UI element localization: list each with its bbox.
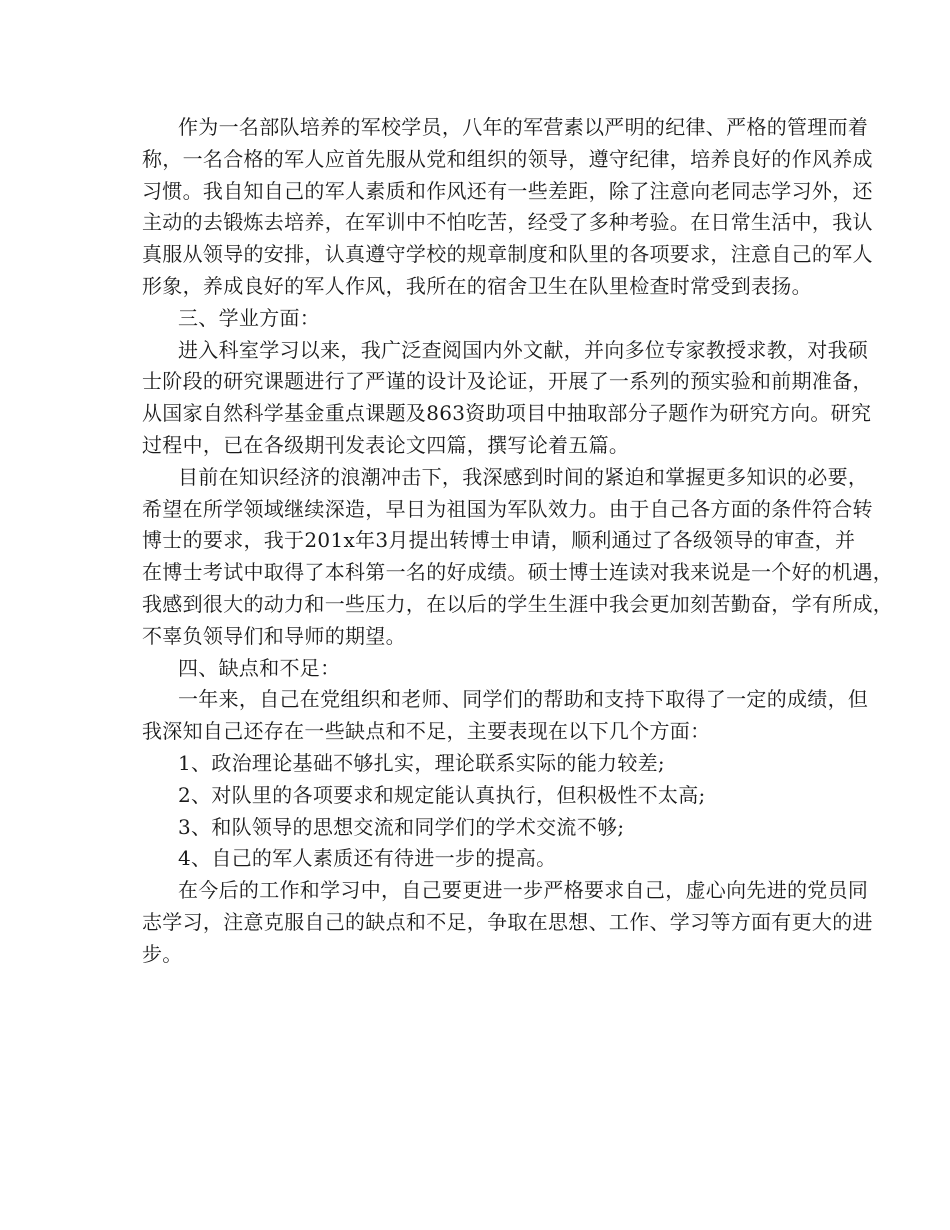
text-line: 步。 bbox=[142, 941, 183, 966]
section-heading-academics: 三、学业方面： bbox=[178, 305, 321, 330]
section-heading-shortcomings: 四、缺点和不足： bbox=[178, 655, 341, 680]
document-body bbox=[142, 112, 894, 971]
text-line: 希望在所学领域继续深造，早日为祖国为军队效力。由于自己各方面的条件符合转 bbox=[142, 496, 873, 521]
text-line: 我深知自己还存在一些缺点和不足，主要表现在以下几个方面： bbox=[142, 719, 711, 744]
paragraph-future-plans bbox=[142, 875, 873, 970]
text-line: 士阶段的研究课题进行了严谨的设计及论证，开展了一系列的预实验和前期准备， bbox=[142, 369, 873, 394]
text-line: 进入科室学习以来，我广泛查阅国内外文献，并向多位专家教授求教，对我硕 bbox=[178, 337, 869, 362]
text-line: 过程中，已在各级期刊发表论文四篇，撰写论着五篇。 bbox=[142, 432, 630, 457]
text-line: 一年来，自己在党组织和老师、同学们的帮助和支持下取得了一定的成绩，但 bbox=[178, 687, 869, 712]
text-line: 我感到很大的动力和一些压力，在以后的学生生涯中我会更加刻苦勤奋，学有所成， bbox=[142, 591, 894, 616]
text-line: 志学习，注意克服自己的缺点和不足，争取在思想、工作、学习等方面有更大的进 bbox=[142, 909, 873, 934]
text-line: 称，一名合格的军人应首先服从党和组织的领导，遵守纪律，培养良好的作风养成 bbox=[142, 146, 873, 171]
paragraph-phd-transfer bbox=[142, 462, 894, 653]
paragraph-research bbox=[142, 335, 873, 462]
text-line: 真服从领导的安排，认真遵守学校的规章制度和队里的各项要求，注意自己的军人 bbox=[142, 242, 873, 267]
list-item: 3、和队领导的思想交流和同学们的学术交流不够; bbox=[178, 814, 625, 839]
paragraph-shortcomings-intro bbox=[142, 684, 869, 748]
text-line: 作为一名部队培养的军校学员，八年的军营素以严明的纪律、严格的管理而着 bbox=[178, 115, 869, 139]
text-line: 习惯。我自知自己的军人素质和作风还有一些差距，除了注意向老同志学习外，还 bbox=[142, 178, 873, 203]
text-line: 不辜负领导们和导师的期望。 bbox=[142, 623, 406, 648]
text-line: 在今后的工作和学习中，自己要更进一步严格要求自己，虚心向先进的党员同 bbox=[178, 878, 869, 903]
list-item: 4、自己的军人素质还有待进一步的提高。 bbox=[178, 846, 557, 871]
text-line: 从国家自然科学基金重点课题及863资助项目中抽取部分子题作为研究方向。研究 bbox=[142, 401, 872, 426]
text-line: 目前在知识经济的浪潮冲击下，我深感到时间的紧迫和掌握更多知识的必要， bbox=[178, 464, 869, 489]
paragraph-military-conduct bbox=[142, 112, 873, 303]
text-line: 主动的去锻炼去培养，在军训中不怕吃苦，经受了多种考验。在日常生活中，我认 bbox=[142, 210, 873, 235]
text-line: 形象，养成良好的军人作风，我所在的宿舍卫生在队里检查时常受到表扬。 bbox=[142, 273, 812, 298]
list-item: 2、对队里的各项要求和规定能认真执行，但积极性不太高; bbox=[178, 782, 706, 807]
text-line: 博士的要求，我于201x年3月提出转博士申请，顺利通过了各级领导的审查，并 bbox=[142, 528, 856, 553]
list-item: 1、政治理论基础不够扎实，理论联系实际的能力较差; bbox=[178, 750, 665, 775]
text-line: 在博士考试中取得了本科第一名的好成绩。硕士博士连读对我来说是一个好的机遇， bbox=[142, 560, 894, 585]
